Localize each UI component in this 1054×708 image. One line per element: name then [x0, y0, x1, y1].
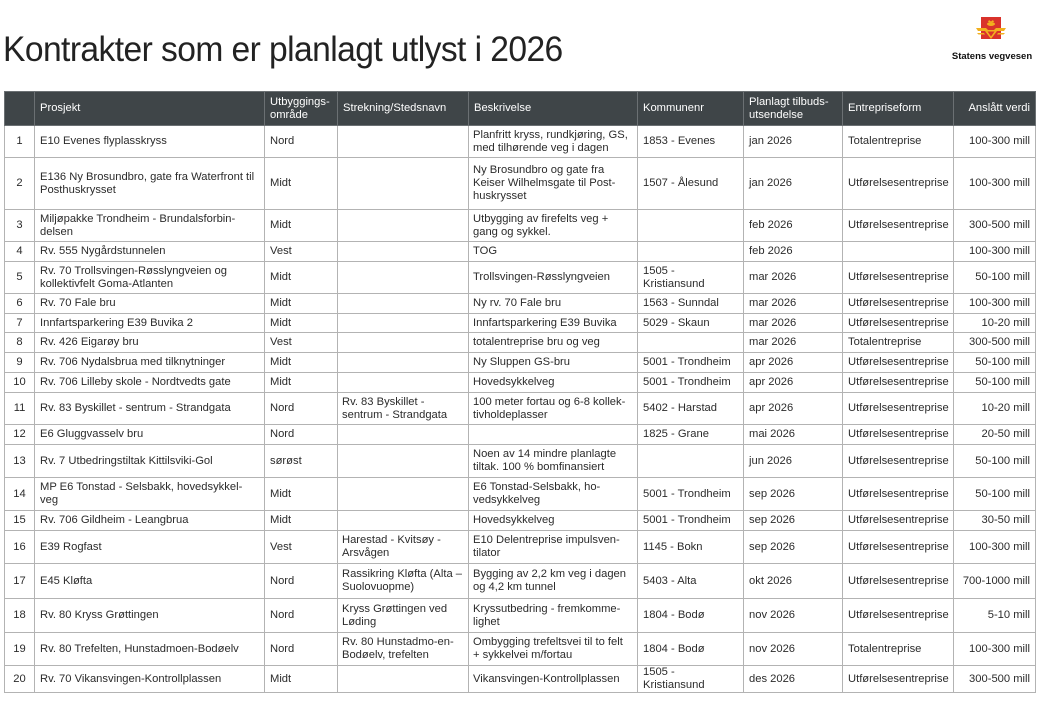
cell-verdi: 20-50 mill	[954, 425, 1036, 445]
cell-verdi: 300-500 mill	[954, 333, 1036, 353]
cell-kommunenr: 1563 - Sunndal	[638, 294, 744, 314]
column-header-verdi: Anslått verdi	[954, 92, 1036, 126]
cell-omrade: Midt	[265, 511, 338, 531]
cell-prosjekt: Rv. 83 Byskillet - sentrum - Strandgata	[35, 393, 265, 425]
cell-utsendelse: sep 2026	[744, 478, 843, 511]
cell-omrade: Nord	[265, 599, 338, 633]
cell-nr: 9	[5, 353, 35, 373]
cell-kommunenr: 5001 - Trondheim	[638, 373, 744, 393]
table-row	[5, 210, 1036, 242]
cell-verdi: 50-100 mill	[954, 353, 1036, 373]
cell-omrade: Nord	[265, 393, 338, 425]
cell-beskrivelse: Planfritt kryss, rundkjøring, GS, med tilhørende veg i dagen	[469, 126, 638, 158]
cell-nr: 6	[5, 294, 35, 314]
cell-nr: 4	[5, 242, 35, 262]
cell-kommunenr: 1804 - Bodø	[638, 599, 744, 633]
cell-prosjekt: Rv. 555 Nygårdstunnelen	[35, 242, 265, 262]
cell-omrade: Vest	[265, 333, 338, 353]
table-row	[5, 353, 1036, 373]
cell-utsendelse: apr 2026	[744, 393, 843, 425]
table-row	[5, 242, 1036, 262]
cell-entrepriseform: Utførelsesentreprise	[843, 210, 954, 242]
cell-beskrivelse: Trollsvingen-Røsslyngveien	[469, 262, 638, 294]
cell-entrepriseform: Utførelsesentreprise	[843, 478, 954, 511]
cell-beskrivelse: Kryssutbedring - fremkomme-lighet	[469, 599, 638, 633]
cell-beskrivelse: totalentreprise bru og veg	[469, 333, 638, 353]
cell-verdi: 100-300 mill	[954, 242, 1036, 262]
logo-text: Statens vegvesen	[951, 51, 1033, 62]
cell-omrade: Midt	[265, 353, 338, 373]
cell-prosjekt: Rv. 426 Eigarøy bru	[35, 333, 265, 353]
cell-kommunenr	[638, 242, 744, 262]
table-row	[5, 478, 1036, 511]
cell-utsendelse: mai 2026	[744, 425, 843, 445]
cell-strekning	[338, 666, 469, 693]
table-row	[5, 158, 1036, 210]
cell-strekning: Rv. 80 Hunstadmo-en-Bodøelv, trefelten	[338, 633, 469, 666]
cell-entrepriseform: Utførelsesentreprise	[843, 353, 954, 373]
cell-verdi: 50-100 mill	[954, 478, 1036, 511]
cell-utsendelse: mar 2026	[744, 294, 843, 314]
page-title: Kontrakter som er planlagt utlyst i 2026	[3, 30, 563, 69]
cell-kommunenr: 1853 - Evenes	[638, 126, 744, 158]
cell-strekning	[338, 262, 469, 294]
cell-kommunenr: 1145 - Bokn	[638, 531, 744, 564]
cell-prosjekt: Rv. 70 Fale bru	[35, 294, 265, 314]
cell-verdi: 50-100 mill	[954, 262, 1036, 294]
cell-nr: 20	[5, 666, 35, 693]
cell-prosjekt: E10 Evenes flyplasskryss	[35, 126, 265, 158]
cell-kommunenr: 5029 - Skaun	[638, 314, 744, 333]
column-header-nr	[5, 92, 35, 126]
cell-nr: 13	[5, 445, 35, 478]
cell-omrade: Nord	[265, 564, 338, 599]
cell-prosjekt: E136 Ny Brosundbro, gate fra Waterfront til Posthuskrysset	[35, 158, 265, 210]
table-row	[5, 511, 1036, 531]
cell-strekning: Harestad - Kvitsøy - Arsvågen	[338, 531, 469, 564]
table-row	[5, 633, 1036, 666]
cell-utsendelse: nov 2026	[744, 599, 843, 633]
cell-entrepriseform: Utførelsesentreprise	[843, 666, 954, 693]
cell-prosjekt: Rv. 7 Utbedringstiltak Kittilsviki-Gol	[35, 445, 265, 478]
cell-prosjekt: Rv. 706 Lilleby skole - Nordtvedts gate	[35, 373, 265, 393]
cell-nr: 12	[5, 425, 35, 445]
table-row	[5, 126, 1036, 158]
cell-verdi: 10-20 mill	[954, 393, 1036, 425]
cell-nr: 11	[5, 393, 35, 425]
cell-kommunenr	[638, 445, 744, 478]
cell-prosjekt: MP E6 Tonstad - Selsbakk, hovedsykkel-veg	[35, 478, 265, 511]
cell-utsendelse: jun 2026	[744, 445, 843, 478]
cell-omrade: Midt	[265, 210, 338, 242]
cell-verdi: 100-300 mill	[954, 126, 1036, 158]
cell-omrade: sørøst	[265, 445, 338, 478]
table-row	[5, 531, 1036, 564]
cell-omrade: Nord	[265, 633, 338, 666]
cell-strekning	[338, 511, 469, 531]
cell-prosjekt: Rv. 706 Nydalsbrua med tilknytninger	[35, 353, 265, 373]
cell-nr: 1	[5, 126, 35, 158]
cell-prosjekt: Rv. 80 Trefelten, Hunstadmoen-Bodøelv	[35, 633, 265, 666]
cell-nr: 15	[5, 511, 35, 531]
cell-strekning	[338, 373, 469, 393]
cell-beskrivelse: 100 meter fortau og 6-8 kollek-tivholdeplasser	[469, 393, 638, 425]
column-header-strekning: Strekning/Stedsnavn	[338, 92, 469, 126]
cell-verdi: 50-100 mill	[954, 445, 1036, 478]
cell-verdi: 5-10 mill	[954, 599, 1036, 633]
cell-verdi: 100-300 mill	[954, 633, 1036, 666]
table-row	[5, 425, 1036, 445]
table-row	[5, 373, 1036, 393]
cell-beskrivelse	[469, 425, 638, 445]
cell-kommunenr	[638, 333, 744, 353]
cell-omrade: Midt	[265, 314, 338, 333]
column-header-omrade: Utbyggings-område	[265, 92, 338, 126]
cell-nr: 5	[5, 262, 35, 294]
cell-verdi: 100-300 mill	[954, 294, 1036, 314]
cell-entrepriseform: Totalentreprise	[843, 333, 954, 353]
cell-entrepriseform: Utførelsesentreprise	[843, 531, 954, 564]
cell-verdi: 50-100 mill	[954, 373, 1036, 393]
table-row	[5, 294, 1036, 314]
table-row	[5, 666, 1036, 693]
cell-omrade: Nord	[265, 425, 338, 445]
cell-entrepriseform: Utførelsesentreprise	[843, 445, 954, 478]
cell-entrepriseform: Utførelsesentreprise	[843, 158, 954, 210]
cell-strekning	[338, 314, 469, 333]
cell-prosjekt: Rv. 70 Trollsvingen-Røsslyngveien og kollektivfelt Goma-Atlanten	[35, 262, 265, 294]
cell-omrade: Midt	[265, 158, 338, 210]
cell-strekning	[338, 126, 469, 158]
cell-kommunenr: 5403 - Alta	[638, 564, 744, 599]
cell-verdi: 100-300 mill	[954, 531, 1036, 564]
cell-utsendelse: nov 2026	[744, 633, 843, 666]
table-row	[5, 393, 1036, 425]
cell-kommunenr: 1507 - Ålesund	[638, 158, 744, 210]
cell-beskrivelse: Hovedsykkelveg	[469, 373, 638, 393]
cell-beskrivelse: Noen av 14 mindre planlagte tiltak. 100 % bomfinansiert	[469, 445, 638, 478]
cell-beskrivelse: E10 Delentreprise impulsven-tilator	[469, 531, 638, 564]
cell-omrade: Midt	[265, 373, 338, 393]
cell-kommunenr: 5402 - Harstad	[638, 393, 744, 425]
cell-omrade: Midt	[265, 666, 338, 693]
cell-verdi: 700-1000 mill	[954, 564, 1036, 599]
cell-prosjekt: Rv. 70 Vikansvingen-Kontrollplassen	[35, 666, 265, 693]
cell-beskrivelse: Innfartsparkering E39 Buvika	[469, 314, 638, 333]
cell-strekning	[338, 242, 469, 262]
cell-utsendelse: des 2026	[744, 666, 843, 693]
column-header-beskrivelse: Beskrivelse	[469, 92, 638, 126]
cell-utsendelse: apr 2026	[744, 353, 843, 373]
cell-entrepriseform: Utførelsesentreprise	[843, 425, 954, 445]
cell-prosjekt: E39 Rogfast	[35, 531, 265, 564]
cell-omrade: Vest	[265, 531, 338, 564]
cell-entrepriseform: Utførelsesentreprise	[843, 262, 954, 294]
cell-strekning: Rv. 83 Byskillet - sentrum - Strandgata	[338, 393, 469, 425]
cell-entrepriseform: Utførelsesentreprise	[843, 314, 954, 333]
column-header-prosjekt: Prosjekt	[35, 92, 265, 126]
cell-kommunenr: 1804 - Bodø	[638, 633, 744, 666]
cell-utsendelse: feb 2026	[744, 210, 843, 242]
cell-beskrivelse: Hovedsykkelveg	[469, 511, 638, 531]
cell-omrade: Midt	[265, 478, 338, 511]
contracts-table	[4, 91, 1036, 693]
cell-utsendelse: mar 2026	[744, 314, 843, 333]
cell-nr: 7	[5, 314, 35, 333]
cell-entrepriseform: Utførelsesentreprise	[843, 373, 954, 393]
cell-beskrivelse: Ny Brosundbro og gate fra Keiser Wilhelmsgate til Post-huskrysset	[469, 158, 638, 210]
table-row	[5, 599, 1036, 633]
cell-beskrivelse: Bygging av 2,2 km veg i dagen og 4,2 km tunnel	[469, 564, 638, 599]
statens-vegvesen-logo	[944, 17, 1040, 67]
cell-kommunenr: 1825 - Grane	[638, 425, 744, 445]
cell-entrepriseform: Utførelsesentreprise	[843, 599, 954, 633]
cell-strekning	[338, 425, 469, 445]
cell-nr: 10	[5, 373, 35, 393]
cell-kommunenr: 5001 - Trondheim	[638, 353, 744, 373]
cell-omrade: Midt	[265, 294, 338, 314]
cell-strekning: Kryss Grøttingen ved Løding	[338, 599, 469, 633]
cell-strekning	[338, 210, 469, 242]
cell-entrepriseform	[843, 242, 954, 262]
cell-omrade: Vest	[265, 242, 338, 262]
table-row	[5, 333, 1036, 353]
cell-strekning	[338, 353, 469, 373]
statens-vegvesen-emblem-icon	[975, 17, 1007, 47]
cell-strekning	[338, 294, 469, 314]
cell-kommunenr: 1505 - Kristiansund	[638, 262, 744, 294]
column-header-kommunenr: Kommunenr	[638, 92, 744, 126]
cell-nr: 16	[5, 531, 35, 564]
cell-kommunenr: 5001 - Trondheim	[638, 511, 744, 531]
cell-entrepriseform: Utførelsesentreprise	[843, 564, 954, 599]
cell-utsendelse: jan 2026	[744, 126, 843, 158]
cell-verdi: 100-300 mill	[954, 158, 1036, 210]
cell-strekning	[338, 478, 469, 511]
cell-utsendelse: sep 2026	[744, 511, 843, 531]
cell-beskrivelse: Vikansvingen-Kontrollplassen	[469, 666, 638, 693]
cell-prosjekt: E45 Kløfta	[35, 564, 265, 599]
cell-utsendelse: mar 2026	[744, 333, 843, 353]
table-header-row	[5, 92, 1036, 126]
cell-strekning	[338, 445, 469, 478]
cell-utsendelse: apr 2026	[744, 373, 843, 393]
cell-verdi: 30-50 mill	[954, 511, 1036, 531]
cell-beskrivelse: E6 Tonstad-Selsbakk, ho-vedsykkelveg	[469, 478, 638, 511]
cell-utsendelse: sep 2026	[744, 531, 843, 564]
table-row	[5, 564, 1036, 599]
cell-nr: 14	[5, 478, 35, 511]
table-row	[5, 262, 1036, 294]
cell-beskrivelse: Ny rv. 70 Fale bru	[469, 294, 638, 314]
cell-prosjekt: E6 Gluggvasselv bru	[35, 425, 265, 445]
cell-utsendelse: okt 2026	[744, 564, 843, 599]
cell-kommunenr: 5001 - Trondheim	[638, 478, 744, 511]
cell-prosjekt: Miljøpakke Trondheim - Brundalsforbin-delsen	[35, 210, 265, 242]
cell-kommunenr	[638, 210, 744, 242]
cell-entrepriseform: Utførelsesentreprise	[843, 393, 954, 425]
cell-beskrivelse: Utbygging av firefelts veg + gang og sykkel.	[469, 210, 638, 242]
cell-nr: 8	[5, 333, 35, 353]
cell-nr: 18	[5, 599, 35, 633]
column-header-entrepriseform: Entrepriseform	[843, 92, 954, 126]
cell-omrade: Midt	[265, 262, 338, 294]
table-row	[5, 314, 1036, 333]
cell-beskrivelse: Ny Sluppen GS-bru	[469, 353, 638, 373]
cell-strekning	[338, 333, 469, 353]
cell-omrade: Nord	[265, 126, 338, 158]
cell-kommunenr: 1505 - Kristiansund	[638, 666, 744, 693]
cell-nr: 2	[5, 158, 35, 210]
table-row	[5, 445, 1036, 478]
cell-nr: 3	[5, 210, 35, 242]
cell-utsendelse: mar 2026	[744, 262, 843, 294]
cell-utsendelse: feb 2026	[744, 242, 843, 262]
cell-entrepriseform: Utførelsesentreprise	[843, 511, 954, 531]
cell-verdi: 10-20 mill	[954, 314, 1036, 333]
cell-nr: 19	[5, 633, 35, 666]
cell-prosjekt: Innfartsparkering E39 Buvika 2	[35, 314, 265, 333]
cell-prosjekt: Rv. 706 Gildheim - Leangbrua	[35, 511, 265, 531]
cell-verdi: 300-500 mill	[954, 666, 1036, 693]
cell-strekning	[338, 158, 469, 210]
column-header-utsendelse: Planlagt tilbuds-utsendelse	[744, 92, 843, 126]
cell-entrepriseform: Totalentreprise	[843, 633, 954, 666]
cell-entrepriseform: Utførelsesentreprise	[843, 294, 954, 314]
cell-strekning: Rassikring Kløfta (Alta – Suolovuopme)	[338, 564, 469, 599]
cell-nr: 17	[5, 564, 35, 599]
cell-beskrivelse: Ombygging trefeltsvei til to felt + sykkelvei m/fortau	[469, 633, 638, 666]
cell-entrepriseform: Totalentreprise	[843, 126, 954, 158]
cell-prosjekt: Rv. 80 Kryss Grøttingen	[35, 599, 265, 633]
cell-verdi: 300-500 mill	[954, 210, 1036, 242]
cell-beskrivelse: TOG	[469, 242, 638, 262]
cell-utsendelse: jan 2026	[744, 158, 843, 210]
